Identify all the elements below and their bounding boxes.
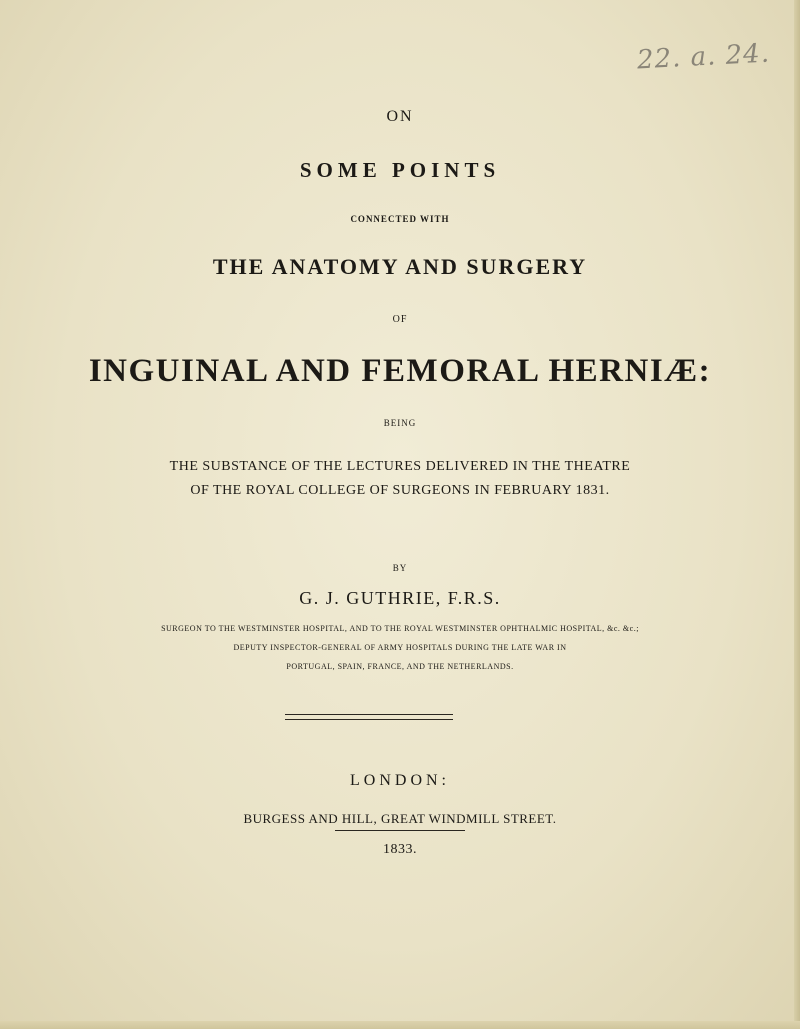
author-credentials-line-2: DEPUTY INSPECTOR-GENERAL OF ARMY HOSPITALS DURING THE LATE WAR IN [233, 643, 567, 652]
title-anatomy-surgery: THE ANATOMY AND SURGERY [212, 254, 588, 279]
imprint-publisher: BURGESS AND HILL, GREAT WINDMILL STREET. [243, 811, 557, 826]
imprint-city: LONDON: [350, 772, 450, 789]
single-rule-divider [335, 830, 465, 831]
title-on: ON [386, 108, 414, 125]
author-name: G. J. GUTHRIE, F.R.S. [299, 588, 501, 608]
page-edge-bottom [0, 1021, 800, 1029]
title-being: BEING [383, 418, 417, 428]
byline-by: BY [392, 563, 408, 573]
title-connected-with: CONNECTED WITH [350, 214, 450, 224]
title-of: OF [392, 314, 408, 325]
double-rule-divider [285, 714, 453, 720]
subtitle-line-1: THE SUBSTANCE OF THE LECTURES DELIVERED IN THE THEATRE [169, 459, 631, 474]
title-some-points: SOME POINTS [299, 158, 501, 182]
subtitle-line-2: OF THE ROYAL COLLEGE OF SURGEONS IN FEBRUARY 1831. [190, 483, 610, 498]
author-credentials-line-1: SURGEON TO THE WESTMINSTER HOSPITAL, AND TO THE ROYAL WESTMINSTER OPHTHALMIC HOSPITAL, &c. &c.; [161, 624, 639, 633]
handwritten-shelfmark: 22. a. 24. [636, 38, 771, 76]
page-edge-right [794, 0, 800, 1029]
title-hernia: INGUINAL AND FEMORAL HERNIÆ: [88, 353, 712, 389]
author-credentials-line-3: PORTUGAL, SPAIN, FRANCE, AND THE NETHERLANDS. [286, 662, 514, 671]
imprint-year: 1833. [383, 842, 417, 857]
